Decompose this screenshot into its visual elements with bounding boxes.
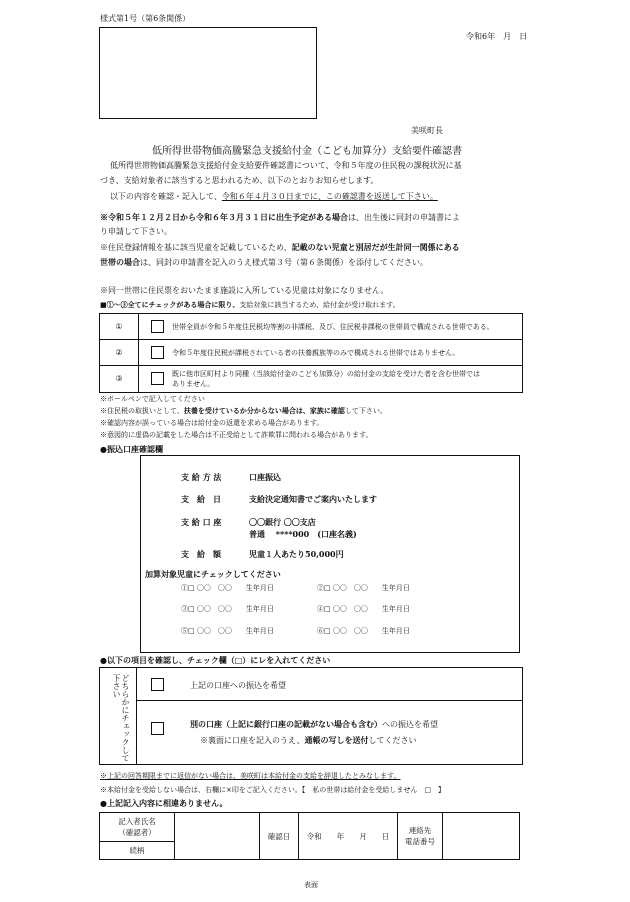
name-label: 記入者氏名 (118, 816, 156, 826)
child-num: ②□ (317, 584, 331, 592)
choose-one-label: どちらかにチェックして下さい (112, 674, 130, 762)
criteria-row (100, 340, 522, 366)
child-item[interactable] (181, 583, 274, 593)
criteria-num: ③ (115, 374, 123, 383)
criteria-row (100, 314, 522, 340)
criteria-text: 世帯全員が令和５年度住民税均等割の非課税、及び、住民税非課税の世帯員で構成される世帯である。 (172, 323, 494, 331)
remark-tax (100, 406, 387, 416)
note-registry-b: 記載のない児童と別居だが生計同一関係にある (291, 242, 460, 252)
note-birth-line2: り申請して下さい。 (100, 227, 172, 236)
child-item[interactable] (181, 626, 274, 636)
child-num: ①□ (181, 584, 195, 592)
child-name: 〇〇 〇〇 (196, 584, 232, 592)
criteria-heading-bold: ■①〜③全てにチェックがある場合に限り、 (100, 300, 240, 309)
phone-label-2: 電話番号 (405, 837, 435, 846)
phone-label: 連絡先 (408, 826, 432, 835)
account-bank: 〇〇銀行 〇〇支店 (249, 517, 316, 527)
intro-line-1: 低所得世帯物価高騰緊急支援給付金支給要件確認書について、令和５年度の住民税の課税状況に基 (110, 161, 462, 170)
child-item[interactable] (317, 626, 410, 636)
criteria-heading-rest: 支給対象に該当するため、給付金が受け取れます。 (239, 301, 400, 309)
signature-table (99, 812, 520, 860)
account-label: 支 給 口 座 (181, 517, 222, 527)
criteria-table (99, 313, 523, 393)
name-input[interactable] (175, 813, 260, 860)
criteria-text: 既に他市区町村より同種（当該給付金のこども加算分）の給付金の支給を受けた者を含む世帯では (172, 370, 480, 378)
child-name: 〇〇 〇〇 (332, 627, 368, 635)
child-name: 〇〇 〇〇 (196, 605, 232, 613)
intro-line-3-text: 以下の内容を確認・記入して、 (110, 192, 222, 201)
child-name: 〇〇 〇〇 (196, 627, 232, 635)
intro-line-2: づき、支給対象者に該当すると思われるため、以下のとおりお知らせします。 (100, 176, 379, 185)
child-dob: 生年月日 (245, 605, 274, 613)
child-num: ③□ (181, 605, 195, 613)
children-heading: 加算対象児童にチェックしてください (145, 569, 281, 579)
child-num: ④□ (317, 605, 331, 613)
address-window (99, 27, 317, 119)
criteria-num: ② (115, 348, 123, 357)
child-name: 〇〇 〇〇 (332, 584, 368, 592)
intro-line-3 (110, 191, 438, 202)
remark-tax-a: ※住民税の取扱いとして、 (100, 407, 184, 415)
child-item[interactable] (317, 583, 410, 593)
confirm-box (99, 667, 523, 765)
declaration: ●上記記入内容に相違ありません。 (100, 798, 228, 808)
option-other-account-label (190, 719, 438, 730)
child-num: ⑤□ (181, 627, 195, 635)
criteria-row (100, 366, 522, 391)
remark-fraud: ※意図的に虚偽の記載をした場合は不正受給として詐欺罪に問われる場合があります。 (100, 431, 373, 439)
deadline-note: ※上記の回答期限までに返信がない場合は、美咲町は本給付金の支給を辞退したとみなします。 (100, 772, 401, 780)
method-label: 支 給 方 法 (181, 472, 222, 482)
date-input[interactable]: 令和 年 月 日 (299, 813, 398, 860)
note-birth-rest: は、出生後に同封の申請書によ (348, 213, 460, 222)
date-label: 支 給 日 (181, 494, 221, 504)
issue-date: 令和6年 月 日 (466, 32, 528, 41)
remark-tax-b: 扶養を受けているか分からない場合は、家族に確認 (183, 406, 345, 415)
option-other-b: への振込を希望 (382, 720, 438, 729)
payment-heading: ●振込口座確認欄 (100, 444, 163, 454)
note-facility: ※同一世帯に住民票をおいたまま施設に入所している児童は対象になりません。 (100, 286, 389, 295)
method-value: 口座振込 (249, 472, 281, 482)
child-num: ⑥□ (317, 627, 331, 635)
criteria-checkbox-1[interactable] (151, 320, 164, 333)
option-other-account-checkbox[interactable] (151, 722, 164, 735)
amount-label: 支 給 額 (181, 549, 221, 559)
date-label: 確認日 (260, 813, 299, 860)
option-other-note (200, 735, 416, 746)
option-other-note-b: 通帳の写しを送付 (304, 735, 369, 745)
decline-note[interactable]: ※本給付金を受給しない場合は、右欄に×印をご記入ください。【 私の世帯は給付金を受給しません □ 】 (100, 786, 445, 794)
relation-label: 続柄 (100, 841, 175, 859)
option-same-account-label: 上記の口座への振込を希望 (190, 681, 286, 690)
criteria-text-line2: ありません。 (172, 380, 215, 388)
child-dob: 生年月日 (381, 605, 410, 613)
option-other-a: 別の口座（上記に銀行口座の記載がない場合も含む） (190, 719, 382, 729)
child-dob: 生年月日 (245, 627, 274, 635)
note-birth (100, 212, 460, 223)
note-registry-a: ※住民登録情報を基に該当児童を記載しているため、 (100, 243, 292, 252)
issuer: 美咲町長 (411, 126, 443, 135)
child-item[interactable] (181, 604, 274, 614)
remark-refund: ※確認内容が誤っている場合は給付金の返還を求める場合があります。 (100, 419, 324, 427)
child-dob: 生年月日 (381, 627, 410, 635)
option-same-account-checkbox[interactable] (151, 678, 164, 691)
phone-input[interactable] (443, 813, 520, 860)
criteria-num: ① (115, 322, 123, 331)
note-registry-d: は、同封の申請書を記入のうえ様式第３号（第６条関係）を添付してください。 (140, 258, 428, 267)
criteria-checkbox-2[interactable] (151, 346, 164, 359)
date-value: 支給決定通知書でご案内いたします (249, 494, 377, 504)
page-title: 低所得世帯物価高騰緊急支援給付金（こども加算分）支給要件確認書 (152, 146, 462, 157)
remark-pen: ※ボールペンで記入してください (100, 395, 205, 403)
child-item[interactable] (317, 604, 410, 614)
note-registry (100, 242, 460, 253)
name-sub-label: （確認者） (118, 827, 156, 837)
phone-label-cell (398, 813, 443, 860)
option-other-note-a: ※裏面に口座を記入のうえ、 (200, 736, 305, 745)
child-dob: 生年月日 (245, 584, 274, 592)
child-dob: 生年月日 (381, 584, 410, 592)
criteria-heading (100, 300, 400, 310)
page-side-label: 表面 (304, 881, 318, 889)
note-registry-c: 世帯の場合 (100, 257, 140, 267)
name-label-cell (100, 813, 175, 842)
child-name: 〇〇 〇〇 (332, 605, 368, 613)
form-number: 様式第1号（第6条関係） (100, 14, 191, 23)
option-other-note-c: してください (368, 736, 417, 745)
deadline: 令和６年４月３０日までに、この確認書を返送して下さい。 (221, 192, 438, 201)
note-birth-bold: ※令和５年１２月２日から令和６年３月３１日に出生予定がある場合 (100, 212, 348, 222)
note-registry-line2 (100, 257, 428, 268)
amount-value: 児童１人あたり50,000円 (249, 549, 344, 559)
remark-tax-c: して下さい。 (344, 407, 387, 415)
payment-box (140, 455, 520, 653)
confirm-heading: ●以下の項目を確認し、チェック欄（□）にレを入れてください (100, 655, 331, 665)
criteria-text: 令和５年度住民税が課税されている者の扶養親族等のみで構成される世帯ではありません。 (172, 349, 460, 357)
account-number: 普通 ****000 (口座名義) (249, 529, 357, 539)
criteria-checkbox-3[interactable] (151, 372, 164, 385)
